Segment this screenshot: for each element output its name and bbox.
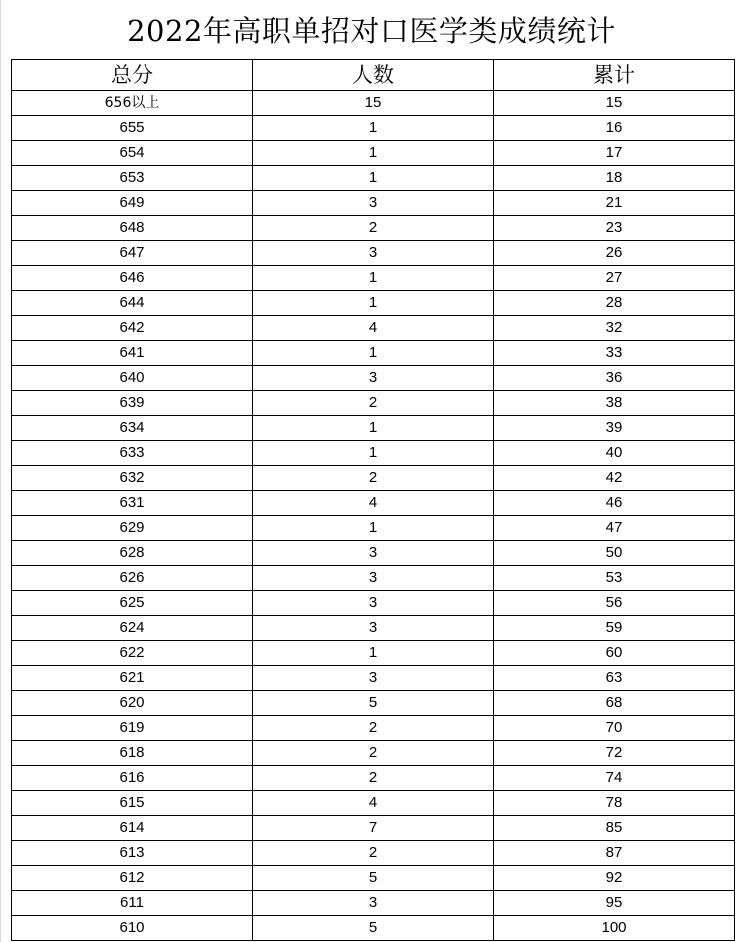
cell-count[interactable]: 1	[253, 341, 494, 366]
cell-total-score[interactable]: 641	[12, 341, 253, 366]
cell-total-score[interactable]: 632	[12, 466, 253, 491]
cell-cumulative[interactable]: 28	[494, 291, 735, 316]
cell-cumulative[interactable]: 85	[494, 816, 735, 841]
cell-count[interactable]: 4	[253, 791, 494, 816]
cell-cumulative[interactable]: 27	[494, 266, 735, 291]
cell-count[interactable]: 1	[253, 516, 494, 541]
table-row	[12, 91, 735, 116]
cell-cumulative[interactable]: 18	[494, 166, 735, 191]
cell-cumulative[interactable]: 26	[494, 241, 735, 266]
table-row	[12, 116, 735, 141]
cell-count[interactable]: 2	[253, 216, 494, 241]
table-row	[12, 141, 735, 166]
table-row	[12, 541, 735, 566]
cell-total-score[interactable]: 655	[12, 116, 253, 141]
cell-total-score[interactable]: 647	[12, 241, 253, 266]
header-count[interactable]: 人数	[253, 60, 494, 91]
table-row	[12, 516, 735, 541]
table-row	[12, 566, 735, 591]
cell-count[interactable]: 3	[253, 891, 494, 916]
table-row	[12, 916, 735, 941]
table-row	[12, 691, 735, 716]
cell-count[interactable]: 2	[253, 466, 494, 491]
cell-cumulative[interactable]: 56	[494, 591, 735, 616]
cell-count[interactable]: 3	[253, 366, 494, 391]
cell-total-score[interactable]: 644	[12, 291, 253, 316]
cell-count[interactable]: 15	[253, 91, 494, 116]
cell-total-score[interactable]: 622	[12, 641, 253, 666]
cell-count[interactable]: 2	[253, 841, 494, 866]
table-row	[12, 366, 735, 391]
cell-cumulative[interactable]: 47	[494, 516, 735, 541]
table-row	[12, 391, 735, 416]
cell-cumulative[interactable]: 59	[494, 616, 735, 641]
table-body	[12, 91, 735, 941]
header-total-score[interactable]: 总分	[12, 60, 253, 91]
cell-cumulative[interactable]: 39	[494, 416, 735, 441]
cell-count[interactable]: 3	[253, 566, 494, 591]
cell-cumulative[interactable]: 23	[494, 216, 735, 241]
cell-total-score[interactable]: 649	[12, 191, 253, 216]
cell-count[interactable]: 3	[253, 241, 494, 266]
score-statistics-table	[11, 59, 735, 941]
cell-cumulative[interactable]: 42	[494, 466, 735, 491]
cell-cumulative[interactable]: 53	[494, 566, 735, 591]
cell-count[interactable]: 2	[253, 716, 494, 741]
cell-cumulative[interactable]: 72	[494, 741, 735, 766]
cell-cumulative[interactable]: 74	[494, 766, 735, 791]
table-row	[12, 316, 735, 341]
header-cumulative[interactable]: 累计	[494, 60, 735, 91]
cell-count[interactable]: 2	[253, 741, 494, 766]
cell-total-score[interactable]: 656以上	[12, 91, 253, 116]
cell-total-score[interactable]: 614	[12, 816, 253, 841]
cell-cumulative[interactable]: 100	[494, 916, 735, 941]
cell-count[interactable]: 5	[253, 916, 494, 941]
cell-total-score[interactable]: 621	[12, 666, 253, 691]
cell-count[interactable]: 1	[253, 441, 494, 466]
table-row	[12, 191, 735, 216]
cell-total-score[interactable]: 634	[12, 416, 253, 441]
cell-cumulative[interactable]: 38	[494, 391, 735, 416]
cell-count[interactable]: 1	[253, 116, 494, 141]
cell-count[interactable]: 4	[253, 491, 494, 516]
cell-cumulative[interactable]: 50	[494, 541, 735, 566]
cell-count[interactable]: 1	[253, 141, 494, 166]
cell-count[interactable]: 1	[253, 641, 494, 666]
table-row	[12, 291, 735, 316]
cell-cumulative[interactable]: 78	[494, 791, 735, 816]
cell-total-score[interactable]: 619	[12, 716, 253, 741]
cell-total-score[interactable]: 653	[12, 166, 253, 191]
cell-total-score[interactable]: 618	[12, 741, 253, 766]
cell-total-score[interactable]: 633	[12, 441, 253, 466]
header-row	[12, 60, 735, 91]
table-row	[12, 441, 735, 466]
cell-cumulative[interactable]: 36	[494, 366, 735, 391]
cell-cumulative[interactable]: 15	[494, 91, 735, 116]
cell-cumulative[interactable]: 21	[494, 191, 735, 216]
table-row	[12, 866, 735, 891]
cell-total-score[interactable]: 640	[12, 366, 253, 391]
cell-count[interactable]: 3	[253, 191, 494, 216]
table-row	[12, 416, 735, 441]
table-row	[12, 716, 735, 741]
table-row	[12, 341, 735, 366]
cell-cumulative[interactable]: 40	[494, 441, 735, 466]
cell-count[interactable]: 2	[253, 766, 494, 791]
table-row	[12, 491, 735, 516]
cell-count[interactable]: 4	[253, 316, 494, 341]
cell-count[interactable]: 3	[253, 666, 494, 691]
cell-total-score[interactable]: 629	[12, 516, 253, 541]
cell-cumulative[interactable]: 92	[494, 866, 735, 891]
cell-total-score[interactable]: 625	[12, 591, 253, 616]
table-row	[12, 841, 735, 866]
cell-total-score[interactable]: 639	[12, 391, 253, 416]
cell-count[interactable]: 1	[253, 166, 494, 191]
table-row	[12, 616, 735, 641]
table-row	[12, 791, 735, 816]
cell-count[interactable]: 1	[253, 266, 494, 291]
table-row	[12, 591, 735, 616]
cell-cumulative[interactable]: 68	[494, 691, 735, 716]
cell-cumulative[interactable]: 32	[494, 316, 735, 341]
cell-count[interactable]: 1	[253, 291, 494, 316]
cell-total-score[interactable]: 654	[12, 141, 253, 166]
cell-total-score[interactable]: 624	[12, 616, 253, 641]
cell-total-score[interactable]: 610	[12, 916, 253, 941]
cell-total-score[interactable]: 620	[12, 691, 253, 716]
cell-total-score[interactable]: 631	[12, 491, 253, 516]
cell-count[interactable]: 1	[253, 416, 494, 441]
table-row	[12, 741, 735, 766]
cell-total-score[interactable]: 616	[12, 766, 253, 791]
table-row	[12, 766, 735, 791]
cell-count[interactable]: 5	[253, 866, 494, 891]
cell-total-score[interactable]: 648	[12, 216, 253, 241]
sheet-title: 2022年高职单招对口医学类成绩统计	[127, 14, 616, 48]
table-row	[12, 166, 735, 191]
cell-count[interactable]: 3	[253, 541, 494, 566]
table-row	[12, 266, 735, 291]
cell-count[interactable]: 5	[253, 691, 494, 716]
cell-total-score[interactable]: 612	[12, 866, 253, 891]
cell-count[interactable]: 3	[253, 616, 494, 641]
cell-cumulative[interactable]: 63	[494, 666, 735, 691]
cell-cumulative[interactable]: 33	[494, 341, 735, 366]
cell-cumulative[interactable]: 16	[494, 116, 735, 141]
cell-count[interactable]: 7	[253, 816, 494, 841]
table-row	[12, 216, 735, 241]
cell-total-score[interactable]: 628	[12, 541, 253, 566]
cell-cumulative[interactable]: 46	[494, 491, 735, 516]
cell-cumulative[interactable]: 70	[494, 716, 735, 741]
cell-cumulative[interactable]: 60	[494, 641, 735, 666]
cell-total-score[interactable]: 611	[12, 891, 253, 916]
table-row	[12, 641, 735, 666]
cell-count[interactable]: 3	[253, 591, 494, 616]
cell-cumulative[interactable]: 17	[494, 141, 735, 166]
cell-total-score[interactable]: 626	[12, 566, 253, 591]
cell-count[interactable]: 2	[253, 391, 494, 416]
table-row	[12, 241, 735, 266]
cell-cumulative[interactable]: 87	[494, 841, 735, 866]
table-row	[12, 891, 735, 916]
cell-total-score[interactable]: 613	[12, 841, 253, 866]
table-row	[12, 466, 735, 491]
table-row	[12, 816, 735, 841]
cell-total-score[interactable]: 615	[12, 791, 253, 816]
table-row	[12, 666, 735, 691]
cell-total-score[interactable]: 642	[12, 316, 253, 341]
cell-cumulative[interactable]: 95	[494, 891, 735, 916]
cell-total-score[interactable]: 646	[12, 266, 253, 291]
